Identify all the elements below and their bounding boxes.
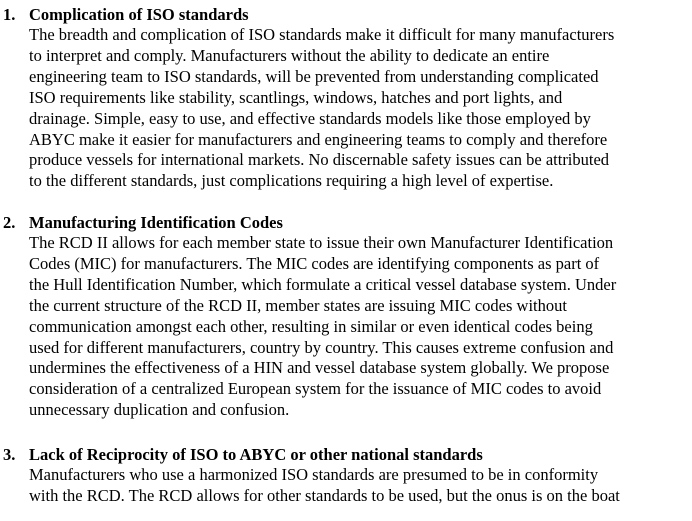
section-paragraph [29, 465, 620, 507]
paragraph-line: to the different standards, just complications requiring a high level of expertise. [29, 171, 554, 191]
paragraph-line: to interpret and comply. Manufacturers without the ability to dedicate an entire [29, 45, 550, 65]
section-paragraph [29, 25, 614, 192]
section-number: 3. [3, 445, 16, 464]
paragraph-line: The RCD II allows for each member state to issue their own Manufacturer Identification [29, 233, 614, 252]
paragraph-line: Manufacturers who use a harmonized ISO standards are presumed to be in conformity [29, 465, 599, 484]
paragraph-line: used for different manufacturers, country by country. This causes extreme confusion and [29, 337, 614, 357]
paragraph-line: undermines the effectiveness of a HIN and vessel database system globally. We propose [29, 358, 610, 378]
paragraph-line: ABYC make it easier for manufacturers and engineering teams to comply and therefore [29, 129, 608, 149]
section-number: 1. [3, 5, 16, 24]
section-number: 2. [3, 213, 16, 232]
section-heading: Complication of ISO standards [29, 5, 249, 24]
paragraph-line: engineering team to ISO standards, will be prevented from understanding complicated [29, 66, 599, 86]
section-heading: Lack of Reciprocity of ISO to ABYC or other national standards [29, 445, 483, 464]
paragraph-line: with the RCD. The RCD allows for other standards to be used, but the onus is on the boat [29, 485, 620, 505]
section-heading: Manufacturing Identification Codes [29, 213, 283, 232]
section-paragraph [29, 233, 616, 421]
paragraph-line: unnecessary duplication and confusion. [29, 400, 290, 420]
paragraph-line: communication amongst each other, resulting in similar or even identical codes being [29, 316, 593, 336]
paragraph-line: the current structure of the RCD II, member states are issuing MIC codes without [29, 295, 567, 315]
paragraph-line: the Hull Identification Number, which formulate a critical vessel database system. Under [29, 274, 617, 294]
paragraph-line: drainage. Simple, easy to use, and effective standards models like those employed by [29, 108, 591, 128]
paragraph-line: ISO requirements like stability, scantlings, windows, hatches and port lights, and [29, 87, 563, 107]
paragraph-line: Codes (MIC) for manufacturers. The MIC codes are identifying components as part of [29, 253, 600, 273]
paragraph-line: The breadth and complication of ISO standards make it difficult for many manufacturers [29, 25, 615, 44]
paragraph-line: produce vessels for international markets. No discernable safety issues can be attributed [29, 150, 610, 170]
paragraph-line: consideration of a centralized European system for the issuance of MIC codes to avoid [29, 379, 602, 399]
